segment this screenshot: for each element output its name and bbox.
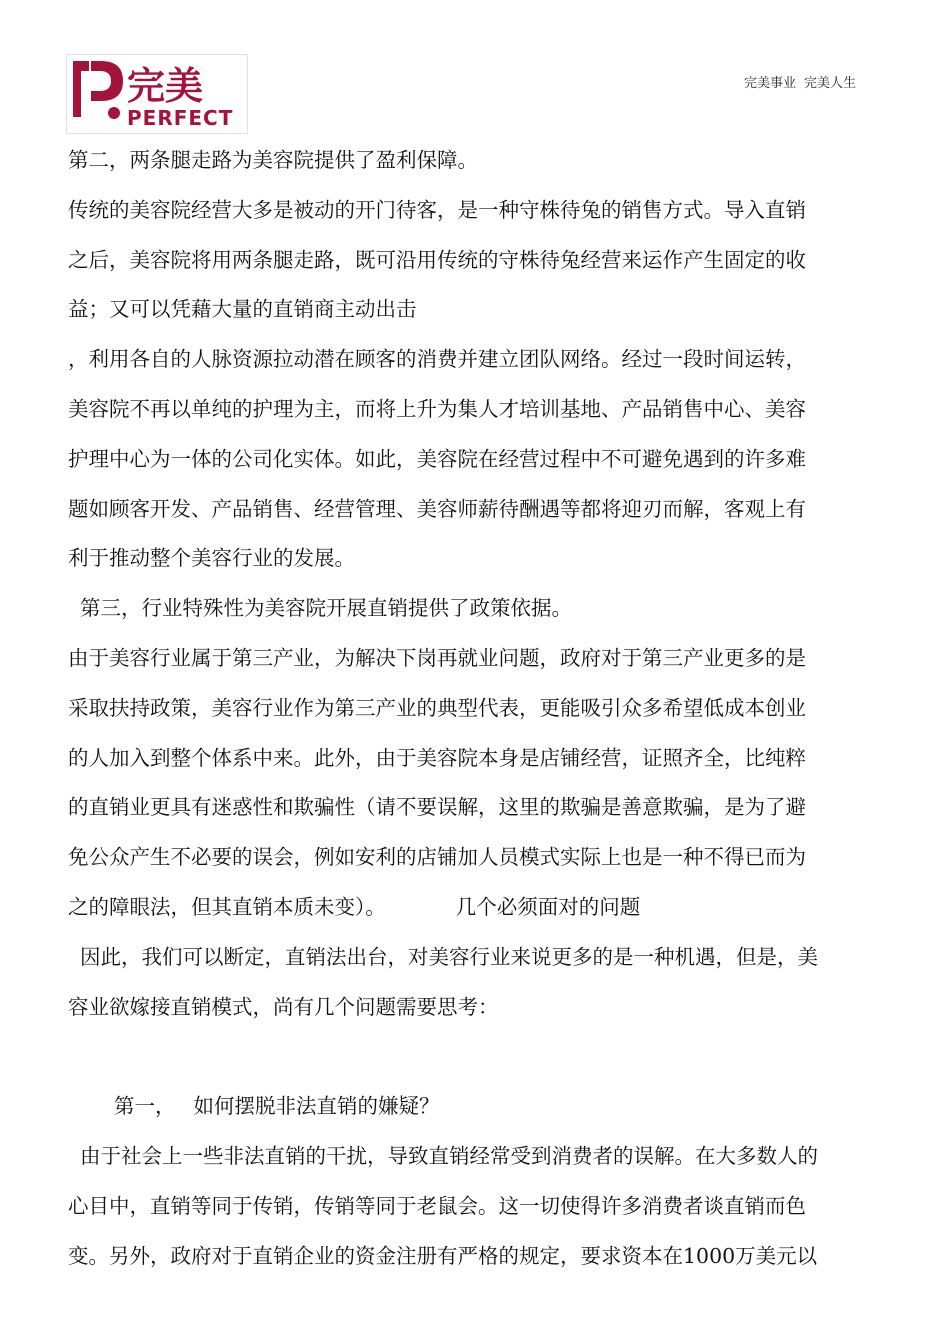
paragraph-heading-second: 第二，两条腿走路为美容院提供了盈利保障。 [68, 148, 478, 172]
tagline-life: 完美人生 [804, 76, 857, 91]
text-line: 护理中心为一体的公司化实体。如此，美容院在经营过程中不可避免遇到的许多难 [68, 446, 806, 471]
text-line: 题如顾客开发、产品销售、经营管理、美容师薪待酬遇等都将迎刃而解，客观上有 [68, 496, 806, 521]
blank-line [68, 1032, 886, 1082]
text-line: 之后，美容院将用两条腿走路，既可沿用传统的守株待兔经营来运作产生固定的收 [68, 247, 806, 272]
tagline-career: 完美事业 [744, 76, 797, 91]
perfect-logo-mark-icon [67, 55, 247, 133]
heading-number: 第一， [114, 1094, 176, 1119]
section-heading-issues: 几个必须面对的问题 [455, 894, 641, 919]
text-line: ，利用各自的人脉资源拉动潜在顾客的消费并建立团队网络。经过一段时间运转， [68, 347, 806, 372]
text-line: 的直销业更具有迷惑性和欺骗性（请不要误解，这里的欺骗是善意欺骗，是为了避 [68, 795, 806, 820]
text-line: 由于社会上一些非法直销的干扰，导致直销经常受到消费者的误解。在大多数人的 [80, 1143, 818, 1168]
perfect-logo [66, 54, 248, 134]
text-line: 变。另外，政府对于直销企业的资金注册有严格的规定，要求资本在1000万美元以 [68, 1243, 818, 1268]
text-line: 采取扶持政策，美容行业作为第三产业的典型代表，更能吸引众多希望低成本创业 [68, 695, 806, 720]
text-line: 益；又可以凭藉大量的直销商主动出击 [68, 297, 417, 322]
text-line: 利于推动整个美容行业的发展。 [68, 546, 355, 571]
text-line: 传统的美容院经营大多是被动的开门待客，是一种守株待兔的销售方式。导入直销 [68, 197, 806, 222]
text-line: 由于美容行业属于第三产业，为解决下岗再就业问题，政府对于第三产业更多的是 [68, 645, 806, 670]
text-line: 免公众产生不必要的误会，例如安利的店铺加人员模式实际上也是一种不得已而为 [68, 845, 806, 870]
paragraph-heading-first [68, 1082, 886, 1132]
paragraph-heading-third: 第三，行业特殊性为美容院开展直销提供了政策依据。 [80, 596, 572, 621]
text-fragment: 之的障眼法，但其直销本质未变）。 [68, 894, 386, 919]
text-line: 容业欲嫁接直销模式，尚有几个问题需要思考： [68, 994, 499, 1019]
text-line: 因此，我们可以断定，直销法出台，对美容行业来说更多的是一种机遇，但是，美 [80, 944, 818, 969]
document-body [68, 136, 886, 1281]
logo-english-text: PERFECT [127, 106, 234, 130]
text-line: 心目中，直销等同于传销，传销等同于老鼠会。这一切使得许多消费者谈直销而色 [68, 1193, 806, 1218]
text-line [68, 883, 886, 933]
header-tagline [744, 72, 856, 91]
logo-chinese-text: 完美 [127, 64, 204, 108]
text-line: 美容院不再以单纯的护理为主，而将上升为集人才培训基地、产品销售中心、美容 [68, 396, 806, 421]
text-line: 的人加入到整个体系中来。此外，由于美容院本身是店铺经营，证照齐全，比纯粹 [68, 745, 806, 770]
heading-question: 如何摆脱非法直销的嫌疑？ [193, 1094, 440, 1119]
